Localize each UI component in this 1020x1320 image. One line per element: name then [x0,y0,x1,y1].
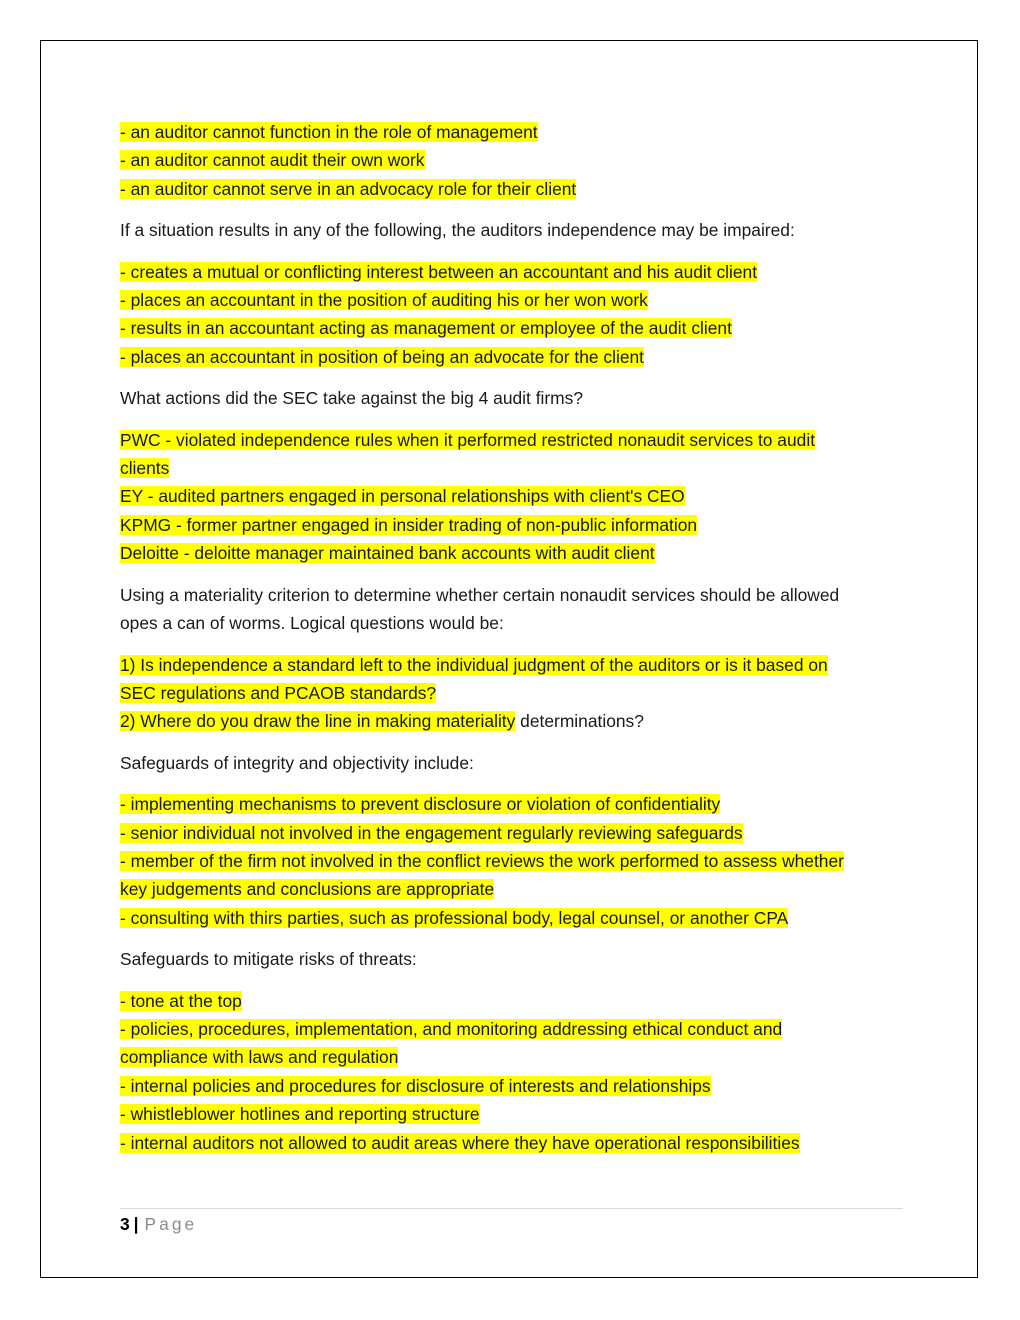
question-paragraph [120,216,905,244]
plain-text: If a situation results in any of the following, the auditors independence may be impaired: [120,220,795,241]
text-line [120,749,905,777]
text-line [120,875,905,903]
highlighted-text: - results in an accountant acting as management or employee of the audit client [120,318,732,339]
highlighted-text: - implementing mechanisms to prevent disclosure or violation of confidentiality [120,794,721,815]
text-line [120,945,905,973]
highlighted-text: - senior individual not involved in the engagement regularly reviewing safeguards [120,822,743,843]
highlighted-text: - whistleblower hotlines and reporting structure [120,1104,480,1125]
highlighted-text: - places an accountant in the position of auditing his or her won work [120,290,648,311]
question-paragraph [120,749,905,777]
highlighted-answer-list [120,790,905,932]
text-line [120,384,905,412]
text-line [120,511,905,539]
plain-text: Safeguards to mitigate risks of threats: [120,949,417,970]
page-number: 3 [120,1214,130,1234]
highlighted-text: - member of the firm not involved in the conflict reviews the work performed to assess whether [120,850,844,871]
text-line [120,847,905,875]
highlighted-answer-list [120,118,905,203]
highlighted-text: Deloitte - deloitte manager maintained bank accounts with audit client [120,543,655,564]
highlighted-text: - internal auditors not allowed to audit areas where they have operational responsibilities [120,1132,800,1153]
highlighted-text: - an auditor cannot audit their own work [120,150,425,171]
text-line [120,679,905,707]
text-line [120,1072,905,1100]
question-paragraph [120,581,905,638]
highlighted-text: 2) Where do you draw the line in making materiality [120,711,516,732]
question-paragraph [120,945,905,973]
text-line [120,258,905,286]
highlighted-text: - an auditor cannot serve in an advocacy role for their client [120,178,577,199]
text-line [120,819,905,847]
text-line [120,987,905,1015]
text-line [120,651,905,679]
document-body [120,118,905,1170]
text-line [120,216,905,244]
plain-text: determinations? [515,711,644,732]
highlighted-text: PWC - violated independence rules when it performed restricted nonaudit services to audit [120,429,816,450]
text-line [120,581,905,609]
highlighted-text: - internal policies and procedures for disclosure of interests and relationships [120,1075,711,1096]
highlighted-text: 1) Is independence a standard left to the individual judgment of the auditors or is it based on [120,654,828,675]
text-line [120,1043,905,1071]
text-line [120,482,905,510]
text-line [120,426,905,454]
plain-text: opes a can of worms. Logical questions would be: [120,613,504,634]
highlighted-text: compliance with laws and regulation [120,1047,399,1068]
text-line [120,904,905,932]
text-line [120,343,905,371]
plain-text: Using a materiality criterion to determine whether certain nonaudit services should be allowed [120,584,840,605]
text-line [120,314,905,342]
text-line [120,286,905,314]
text-line [120,790,905,818]
text-line [120,707,905,735]
highlighted-answer-list [120,651,905,736]
highlighted-answer-list [120,426,905,568]
text-line [120,454,905,482]
plain-text: Safeguards of integrity and objectivity include: [120,752,474,773]
highlighted-text: - policies, procedures, implementation, and monitoring addressing ethical conduct and [120,1018,783,1039]
highlighted-answer-list [120,258,905,372]
highlighted-text: - tone at the top [120,990,242,1011]
highlighted-text: SEC regulations and PCAOB standards? [120,682,437,703]
highlighted-text: - consulting with thirs parties, such as professional body, legal counsel, or another CPA [120,907,789,928]
text-line [120,609,905,637]
text-line [120,539,905,567]
highlighted-text: key judgements and conclusions are appropriate [120,879,495,900]
text-line [120,1129,905,1157]
page-footer [120,1208,903,1235]
highlighted-text: - creates a mutual or conflicting interest between an accountant and his audit client [120,261,758,282]
highlighted-text: clients [120,458,170,479]
highlighted-text: KPMG - former partner engaged in insider trading of non-public information [120,514,698,535]
text-line [120,146,905,174]
highlighted-text: - places an accountant in position of being an advocate for the client [120,346,644,367]
highlighted-text: - an auditor cannot function in the role of management [120,122,538,142]
highlighted-text: EY - audited partners engaged in personal relationships with client's CEO [120,486,685,507]
text-line [120,1100,905,1128]
text-line [120,118,905,146]
text-line [120,1015,905,1043]
plain-text: What actions did the SEC take against the big 4 audit firms? [120,388,584,409]
footer-separator: | [133,1214,139,1234]
text-line [120,175,905,203]
question-paragraph [120,384,905,412]
page-label: Page [144,1214,198,1234]
highlighted-answer-list [120,987,905,1157]
